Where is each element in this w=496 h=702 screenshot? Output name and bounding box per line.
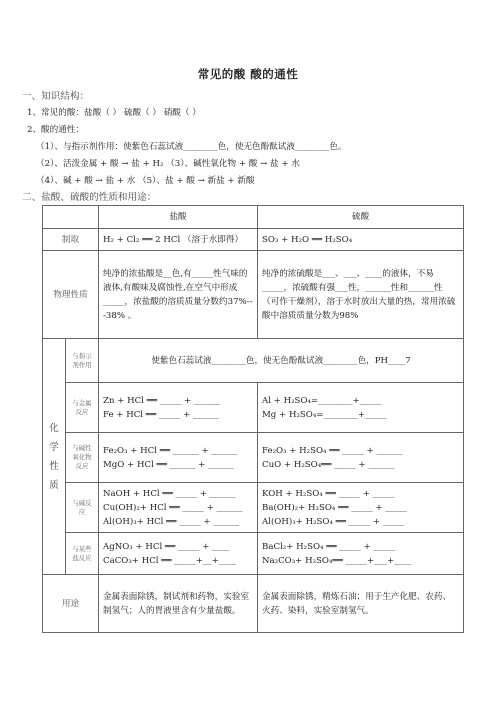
header-hcl: 盐酸 bbox=[99, 206, 258, 229]
base-reaction-row bbox=[43, 483, 464, 533]
salt-reaction-hcl bbox=[99, 533, 258, 575]
equation-line: BaCl₂+ H₂SO₄ ══ _____ + _____ bbox=[262, 541, 395, 552]
physical-h2so4: 纯净的浓硫酸是___、___、____的液体，不易_____，浓硫酸有强___性，______性和______性（可作干燥剂），溶于水时放出大量的热，常用浓硫酸中溶质质量分数为98% bbox=[258, 251, 464, 339]
equation-line: Al(OH)₃+ HCl ══ _____ + ______ bbox=[103, 516, 240, 527]
metal-reaction-hcl bbox=[99, 383, 258, 433]
section-heading-1: 一、知识结构： bbox=[22, 91, 90, 102]
oxide-reaction-label: 与碱性氧化物反应 bbox=[66, 433, 99, 483]
equation-line: Fe₂O₃ + H₂SO₄ ══ _____ + ______ bbox=[262, 445, 403, 456]
uses-h2so4: 金属表面除锈，精炼石油；用于生产化肥、农药、火药、染料，实验室制氢气。 bbox=[258, 575, 464, 633]
equation-line: NaOH + HCl ══ _____ + ______ bbox=[103, 488, 236, 499]
page-title: 常见的酸 酸的通性 bbox=[197, 67, 299, 81]
equation-line: Mg + H₂SO₄=________+_____ bbox=[262, 409, 387, 420]
uses-label: 用途 bbox=[43, 575, 99, 633]
uses-hcl: 金属表面除锈，制试剂和药物，实验室制氢气；人的胃液里含有少量盐酸。 bbox=[99, 575, 258, 633]
equation-line: Na₂CO₃+ H₂SO₄══ _____+___+____ bbox=[262, 555, 412, 566]
preparation-label: 制取 bbox=[43, 229, 99, 251]
preparation-h2so4: SO₃ + H₂O ══ H₂SO₄ bbox=[258, 229, 464, 251]
equation-line: Al + H₂SO₄=________+_____ bbox=[262, 395, 382, 406]
chemical-properties-label: 化 学 性 质 bbox=[43, 339, 66, 575]
physical-hcl: 纯净的浓盐酸是__色,有_____性气味的液体,有酸味及腐蚀性,在空气中形成_____，浓盐酸的溶质质量分数约37%---38% 。 bbox=[99, 251, 258, 339]
indicator-row bbox=[43, 339, 464, 383]
metal-reaction-h2so4 bbox=[258, 383, 464, 433]
indicator-label: 与指示剂作用 bbox=[66, 339, 99, 383]
indicator-text: 使紫色石蕊试液________色，使无色酚酞试液________色，PH____7 bbox=[99, 339, 464, 383]
metal-reaction-row bbox=[43, 383, 464, 433]
section-heading-2: 二、盐酸、硫酸的性质和用途： bbox=[22, 192, 157, 203]
header-h2so4: 硫酸 bbox=[258, 206, 464, 229]
equation-line: Ba(OH)₂+ H₂SO₄ ══ _____ + _____ bbox=[262, 502, 407, 513]
base-reaction-hcl bbox=[99, 483, 258, 533]
oxide-reaction-hcl bbox=[99, 433, 258, 483]
physical-properties-row bbox=[43, 251, 464, 339]
uses-row bbox=[43, 575, 464, 633]
indicator-line: （1）、与指示剂作用：使紫色石蕊试液________色，使无色酚酞试液________色。 bbox=[36, 142, 347, 152]
equation-line: KOH + H₂SO₄ ══ _____ + _____ bbox=[262, 488, 395, 499]
preparation-row bbox=[43, 229, 464, 251]
equation-line: CaCO₃+ HCl ══ _____+__+____ bbox=[103, 555, 236, 566]
base-reaction-h2so4 bbox=[258, 483, 464, 533]
base-reaction-label: 与碱反应 bbox=[66, 483, 99, 533]
preparation-hcl: H₂ + Cl₂ ══ 2 HCl （溶于水即得） bbox=[99, 229, 258, 251]
salt-reaction-h2so4 bbox=[258, 533, 464, 575]
equation-line: Fe₂O₃ + HCl ══ ______ + ______ bbox=[103, 445, 238, 456]
physical-label: 物理性质 bbox=[43, 251, 99, 339]
base-salt-line: （4）、碱 + 酸 → 盐 + 水 （5）、盐 + 酸 → 新盐 + 新酸 bbox=[36, 176, 255, 186]
equation-line: CuO + H₂SO₄══ _____ + ______ bbox=[262, 459, 395, 470]
equation-line: MgO + HCl ══ ______ + ______ bbox=[103, 459, 234, 470]
equation-line: Cu(OH)₂+ HCl ══ _____ + ______ bbox=[103, 502, 243, 513]
metal-reaction-label: 与金属反应 bbox=[66, 383, 99, 433]
equation-line: Al(OH)₃+ H₂SO₄ ══ _____ + _____ bbox=[262, 516, 405, 527]
table-header-row bbox=[43, 206, 464, 229]
acid-properties-heading: 2、酸的通性： bbox=[27, 125, 85, 135]
acid-properties-table bbox=[42, 205, 464, 633]
salt-reaction-row bbox=[43, 533, 464, 575]
header-empty-cell bbox=[43, 206, 99, 229]
salt-reaction-label: 与某些盐反应 bbox=[66, 533, 99, 575]
equation-line: AgNO₃ + HCl ══ _____ + ____ bbox=[103, 541, 230, 552]
oxide-reaction-h2so4 bbox=[258, 433, 464, 483]
oxide-reaction-row bbox=[43, 433, 464, 483]
equation-line: Fe + HCl ══ _____ + ______ bbox=[103, 409, 219, 420]
equation-line: Zn + HCl ══ _____ + ______ bbox=[103, 395, 220, 406]
metal-oxide-line: （2）、活泼金属 + 酸 → 盐 + H₂ （3）、碱性氧化物 + 酸 → 盐 + 水 bbox=[36, 159, 300, 169]
common-acids-line: 1、常见的酸：盐酸（ ） 硫酸（ ） 硝酸（ ） bbox=[27, 108, 201, 118]
